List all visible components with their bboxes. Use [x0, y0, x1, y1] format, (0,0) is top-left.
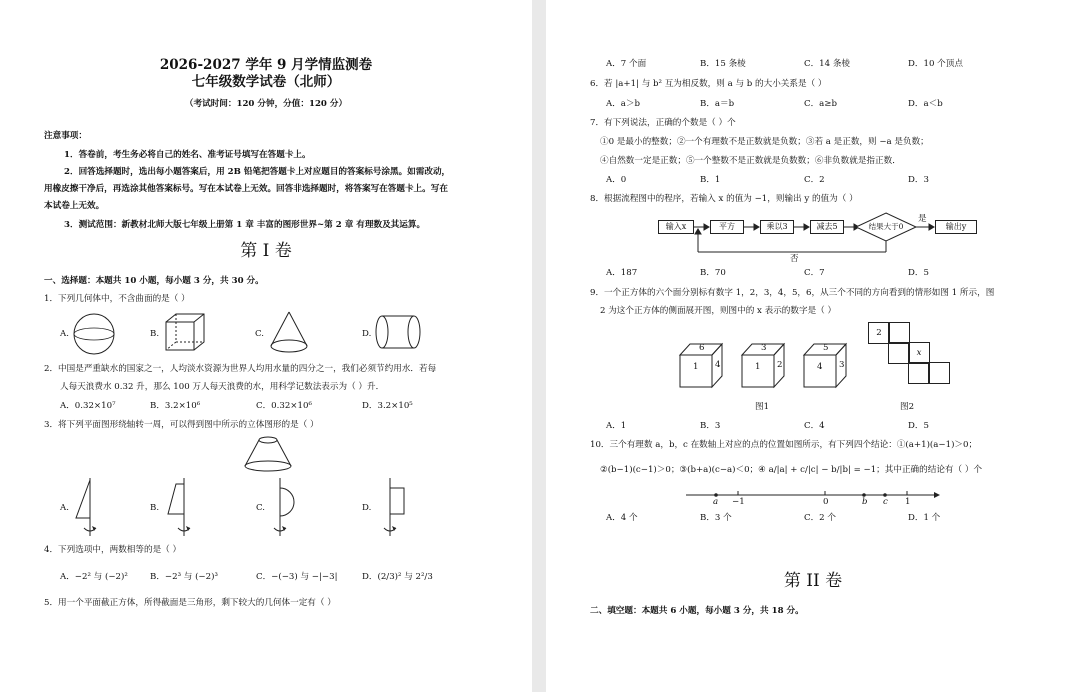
question-5: 5．用一个平面截正方体，所得截面是三角形，剩下较大的几何体一定有（ ） [44, 598, 336, 608]
net-cell: 2 [868, 322, 890, 344]
shape-semicircle-axis [268, 478, 308, 540]
volume-heading: 第 I 卷 [240, 241, 292, 261]
notice-line: 本试卷上无效。 [44, 201, 105, 211]
option: C．a≥b [804, 99, 837, 109]
option: B．−2³ 与 (−2)³ [150, 572, 218, 582]
question-10: 10．三个有理数 a，b，c 在数轴上对应的点的位置如图所示，有下列四个结论：①(a+1)(a−1)＞0； [590, 440, 978, 450]
axis-label-c: c [883, 497, 888, 507]
frustum-figure [240, 434, 296, 474]
flow-multiply: 乘以3 [760, 220, 794, 234]
question-8: 8．根据流程图中的程序，若输入 x 的值为 −1，则输出 y 的值为（ ） [590, 194, 858, 204]
option: B．3.2×10⁶ [150, 401, 201, 411]
option: D．3 [908, 175, 929, 185]
option: A．1 [606, 421, 627, 431]
option: B．3 个 [700, 513, 732, 523]
notice-line: 用橡皮擦干净后，再选涂其他答案标号。写在本试卷上无效。回答非选择题时，将答案写在答题卡上。写在 [44, 184, 448, 194]
cube-1-side: 4 [715, 360, 721, 370]
exam-subtitle: 七年级数学试卷（北师） [191, 74, 341, 90]
question-1: 1．下列几何体中，不含曲面的是（ ） [44, 294, 190, 304]
option: C．7 [804, 268, 825, 278]
shape-trapezoid-axis [162, 478, 202, 540]
flow-square: 平方 [710, 220, 744, 234]
sphere-figure [70, 312, 120, 358]
option: A．0 [606, 175, 627, 185]
question-2: 2．中国是严重缺水的国家之一，人均淡水资源为世界人均用水量的四分之一，我们必须节约用水．若每 [44, 364, 437, 374]
option-label: C. [256, 503, 266, 513]
question-9: 9．一个正方体的六个面分别标有数字 1，2，3，4，5，6，从三个不同的方向看到的情形如图 1 所示，图 [590, 288, 995, 298]
cylinder-figure [374, 312, 424, 356]
question-6: 6．若 |a+1| 与 b² 互为相反数，则 a 与 b 的大小关系是（ ） [590, 79, 827, 89]
question-7-statements: ④自然数一定是正数；⑤一个整数不是正数就是负数数；⑥非负数就是指正数． [600, 156, 901, 166]
flow-subtract: 减去5 [810, 220, 844, 234]
net-cell [888, 342, 910, 364]
option: C．14 条棱 [804, 59, 851, 69]
option-label: B. [150, 503, 160, 513]
axis-label-a: a [713, 497, 719, 507]
option: B．1 [700, 175, 721, 185]
cube-2-front: 1 [755, 362, 761, 372]
axis-label-minus-one: −1 [732, 497, 745, 507]
question-10-cont: ②(b−1)(c−1)＞0；③(b+a)(c−a)＜0；④ a/|a| + c/|c| − b/|b| = −1；其中正确的结论有（ ）个 [600, 465, 983, 475]
section-heading: 一、选择题：本题共 10 小题，每小题 3 分，共 30 分。 [44, 276, 264, 286]
axis-label-zero: 0 [823, 497, 829, 507]
option: C．−(−3) 与 −|−3| [256, 572, 338, 582]
option: D．1 个 [908, 513, 941, 523]
question-7: 7．有下列说法，正确的个数是（ ）个 [590, 118, 736, 128]
option: C．0.32×10⁶ [256, 401, 312, 411]
cube-2-side: 2 [777, 360, 783, 370]
cube-3-side: 3 [839, 360, 845, 370]
option-label: B. [150, 329, 160, 339]
flow-yes: 是 [918, 214, 927, 224]
axis-label-one: 1 [905, 497, 911, 507]
question-9-cont: 2 为这个正方体的侧面展开图，则图中的 x 表示的数字是（ ） [600, 306, 837, 316]
exam-time: （考试时间：120 分钟，分值：120 分） [184, 99, 348, 109]
net-cell [908, 362, 930, 384]
notice-line: 3．测试范围：新教材北师大版七年级上册第 1 章 丰富的图形世界~第 2 章 有理数及其运算。 [64, 220, 426, 230]
notice-line: 2．回答选择题时，选出每小题答案后，用 2B 铅笔把答题卡上对应题目的答案标号涂黑。如需改动， [64, 167, 451, 177]
exam-title: 2026-2027 学年 9 月学情监测卷 [159, 57, 373, 73]
cube-figure [164, 312, 208, 354]
axis-label-b: b [862, 497, 868, 507]
flowchart-connectors [546, 210, 1080, 265]
option: D．5 [908, 268, 929, 278]
net-cell [928, 362, 950, 384]
shape-triangle-axis [72, 478, 112, 540]
option: A．−2² 与 (−2)² [60, 572, 128, 582]
question-4: 4．下列选项中，两数相等的是（ ） [44, 545, 182, 555]
option: B．15 条棱 [700, 59, 746, 69]
option: B．3 [700, 421, 721, 431]
notice-line: 1．答卷前，考生务必将自己的姓名、准考证号填写在答题卡上。 [64, 150, 311, 160]
net-cell: x [908, 342, 930, 364]
option: D．5 [908, 421, 929, 431]
option: B．a＝b [700, 99, 735, 109]
figure-1-caption: 图1 [755, 402, 770, 412]
option: A．187 [606, 268, 638, 278]
section-2-heading: 二、填空题：本题共 6 小题，每小题 3 分，共 18 分。 [590, 606, 804, 616]
option: B．70 [700, 268, 726, 278]
exam-page-right [546, 0, 1080, 692]
cube-3-top: 5 [823, 343, 829, 353]
option-label: A. [60, 329, 69, 339]
flow-output: 输出y [935, 220, 977, 234]
cube-3-front: 4 [817, 362, 823, 372]
option: C．2 个 [804, 513, 836, 523]
flow-no: 否 [790, 254, 799, 264]
option: A．0.32×10⁷ [60, 401, 116, 411]
exam-page-left [0, 0, 532, 692]
flow-condition: 结果大于0 [868, 222, 904, 231]
option: D．10 个顶点 [908, 59, 963, 69]
cone-figure [268, 310, 312, 356]
option: D．a＜b [908, 99, 943, 109]
notice-heading: 注意事项： [44, 131, 87, 141]
option: C．4 [804, 421, 825, 431]
figure-2-caption: 图2 [900, 402, 915, 412]
option: A．a＞b [606, 99, 641, 109]
volume-2-heading: 第 II 卷 [783, 571, 843, 591]
option-label: C. [255, 329, 265, 339]
question-7-statements: ①0 是最小的整数；②一个有理数不是正数就是负数；③若 a 是正数，则 −a 是负数； [600, 137, 929, 147]
option: D．(2/3)² 与 2²/3 [362, 572, 433, 582]
cube-1-front: 1 [693, 362, 699, 372]
question-3: 3．将下列平面图形绕轴转一周，可以得到图中所示的立体图形的是（ ） [44, 420, 319, 430]
option: C．2 [804, 175, 825, 185]
flow-input: 输入x [658, 220, 694, 234]
option: D．3.2×10⁵ [362, 401, 413, 411]
option: A．7 个面 [606, 59, 647, 69]
option-label: D. [362, 329, 372, 339]
option: A．4 个 [606, 513, 638, 523]
cube-2-top: 3 [761, 343, 767, 353]
option-label: A. [60, 503, 69, 513]
cube-1-top: 6 [699, 343, 705, 353]
question-2-cont: 人每天浪费水 0.32 升，那么 100 万人每天浪费的水，用科学记数法表示为（ ）升． [60, 382, 385, 392]
shape-rectangle-axis [374, 478, 414, 540]
option-label: D. [362, 503, 372, 513]
cube-views [676, 341, 896, 391]
net-cell [888, 322, 910, 344]
